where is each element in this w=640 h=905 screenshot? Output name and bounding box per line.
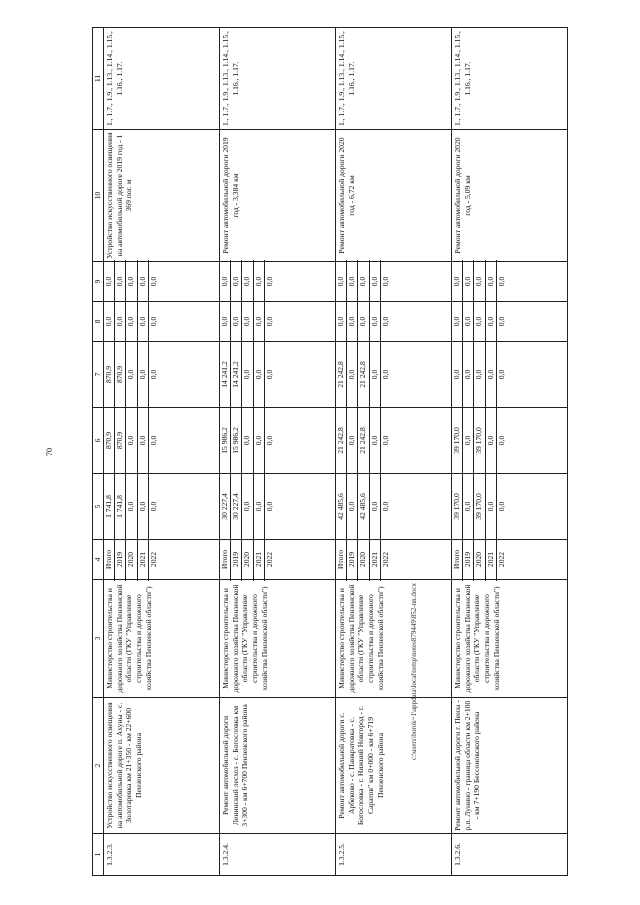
year-cell <box>336 540 452 580</box>
year-value: 2020 <box>357 538 368 581</box>
amount-value: 0,0 <box>264 340 275 409</box>
cell-lines <box>336 342 391 407</box>
amount-value: 0,0 <box>369 406 380 475</box>
amount-value: 0,0 <box>346 406 357 475</box>
amount-cell-c7 <box>336 342 452 408</box>
responsible-executor: Министерство строительства и дорожного хозяйства Пензенской области (ГКУ "Управление строительства и дорожного хозяйства Пензенской области") <box>336 580 452 698</box>
indicator-links: 1., 1.7., 1.9., 1.13., 1.14., 1.15., 1.16., 1.17. <box>336 28 452 130</box>
cell-lines <box>452 474 507 539</box>
amount-value: 0,0 <box>369 260 380 303</box>
amount-value: 0,0 <box>380 406 391 475</box>
amount-value: 0,0 <box>369 472 380 541</box>
amount-value: 0,0 <box>473 340 484 409</box>
amount-cell-c5 <box>452 474 568 540</box>
amount-value: 0,0 <box>148 472 159 541</box>
amount-value: 39 170,0 <box>452 427 461 454</box>
amount-cell-c5 <box>104 474 220 540</box>
cell-lines <box>104 474 159 539</box>
amount-value: 0,0 <box>137 260 148 303</box>
amount-value: 0,0 <box>496 340 507 409</box>
amount-value: 14 241,2 <box>230 340 241 409</box>
amount-cell-c6 <box>336 408 452 474</box>
amount-value: 0,0 <box>104 276 113 287</box>
amount-cell-c5 <box>220 474 336 540</box>
amount-value: 0,0 <box>253 260 264 303</box>
amount-value: 0,0 <box>137 406 148 475</box>
page-number: 70 <box>45 448 54 456</box>
cell-lines <box>452 342 507 407</box>
amount-value: 0,0 <box>264 300 275 343</box>
cell-lines <box>220 408 275 473</box>
cell-lines <box>336 302 391 341</box>
year-value: 2022 <box>264 538 275 581</box>
amount-cell-c9 <box>336 262 452 302</box>
amount-cell-c8 <box>452 302 568 342</box>
amount-value: 0,0 <box>125 260 136 303</box>
amount-value: 870,9 <box>104 431 113 450</box>
amount-value: 0,0 <box>485 260 496 303</box>
amount-value: 0,0 <box>253 340 264 409</box>
amount-value: 0,0 <box>346 472 357 541</box>
amount-value: 0,0 <box>137 340 148 409</box>
amount-value: 0,0 <box>241 260 252 303</box>
amount-value: 0,0 <box>462 260 473 303</box>
amount-value: 1 741,8 <box>114 472 125 541</box>
expected-result: Устройство искусственного освещения на автомобильной дороге 2019 год - 1 369 пог. м <box>104 130 220 262</box>
amount-cell-c8 <box>104 302 220 342</box>
responsible-executor: Министерство строительства и дорожного хозяйства Пензенской области (ГКУ "Управление строительства и дорожного хозяйства Пензенской области") <box>104 580 220 698</box>
year-value: 2020 <box>473 538 484 581</box>
row-number: 1.3.2.3. <box>104 834 220 876</box>
amount-cell-c7 <box>220 342 336 408</box>
amount-value: 0,0 <box>230 300 241 343</box>
amount-cell-c9 <box>452 262 568 302</box>
amount-value: 21 242,8 <box>336 427 345 454</box>
year-value: 2021 <box>369 538 380 581</box>
indicator-links: 1., 1.7., 1.9., 1.13., 1.14., 1.15., 1.16., 1.17. <box>452 28 568 130</box>
header-col-10: 10 <box>93 130 104 262</box>
amount-value: 0,0 <box>137 472 148 541</box>
amount-cell-c7 <box>104 342 220 408</box>
amount-value: 0,0 <box>496 472 507 541</box>
cell-lines <box>104 408 159 473</box>
amount-value: 0,0 <box>462 472 473 541</box>
year-value: 2022 <box>148 538 159 581</box>
amount-value: 42 485,6 <box>357 472 368 541</box>
table-body <box>93 28 568 876</box>
header-col-8: 8 <box>93 302 104 342</box>
cell-lines <box>452 262 507 301</box>
amount-cell-c6 <box>104 408 220 474</box>
amount-value: 0,0 <box>253 406 264 475</box>
amount-value: 0,0 <box>220 316 229 327</box>
table-row <box>336 28 452 876</box>
amount-value: 0,0 <box>241 472 252 541</box>
year-value: 2021 <box>485 538 496 581</box>
amount-value: 0,0 <box>346 300 357 343</box>
measure-name: Устройство искусственного освещения на автомобильной дороге п. Ахуны - с. Золотаревка км 21+350 - км 22+600 Пензенского района <box>104 698 220 834</box>
amount-value: 0,0 <box>230 260 241 303</box>
amount-value: 0,0 <box>137 300 148 343</box>
amount-value: 0,0 <box>462 340 473 409</box>
year-value: Итого <box>452 549 461 570</box>
year-value: 2021 <box>137 538 148 581</box>
amount-value: 0,0 <box>336 316 345 327</box>
year-value: Итого <box>336 549 345 570</box>
amount-value: 15 986,2 <box>220 427 229 454</box>
amount-value: 0,0 <box>114 260 125 303</box>
amount-cell-c5 <box>336 474 452 540</box>
amount-cell-c7 <box>452 342 568 408</box>
header-col-4: 4 <box>93 540 104 580</box>
amount-value: 39 170,0 <box>452 493 461 520</box>
amount-cell-c6 <box>220 408 336 474</box>
expected-result: Ремонт автомобильной дороги 2020 год - 5,09 км <box>452 130 568 262</box>
row-number: 1.3.2.6. <box>452 834 568 876</box>
amount-value: 1 741,8 <box>104 495 113 518</box>
expected-result: Ремонт автомобильной дороги 2019 год - 3,384 км <box>220 130 336 262</box>
amount-cell-c8 <box>220 302 336 342</box>
amount-value: 0,0 <box>485 472 496 541</box>
amount-value: 0,0 <box>473 260 484 303</box>
table-row <box>104 28 220 876</box>
amount-value: 0,0 <box>496 260 507 303</box>
amount-value: 0,0 <box>485 340 496 409</box>
indicator-links: 1., 1.7., 1.9., 1.13., 1.14., 1.15., 1.16., 1.17. <box>220 28 336 130</box>
amount-value: 30 227,4 <box>220 493 229 520</box>
amount-value: 870,9 <box>104 365 113 384</box>
amount-value: 0,0 <box>346 340 357 409</box>
amount-value: 39 170,0 <box>473 472 484 541</box>
amount-value: 0,0 <box>114 300 125 343</box>
cell-lines <box>452 540 507 579</box>
expected-result: Ремонт автомобильной дороги 2020 год - 6,72 км <box>336 130 452 262</box>
amount-value: 870,9 <box>114 406 125 475</box>
amount-value: 0,0 <box>148 340 159 409</box>
amount-value: 0,0 <box>485 300 496 343</box>
cell-lines <box>104 342 159 407</box>
cell-lines <box>220 262 275 301</box>
cell-lines <box>220 342 275 407</box>
cell-lines <box>104 302 159 341</box>
cell-lines <box>452 408 507 473</box>
amount-value: 0,0 <box>346 260 357 303</box>
cell-lines <box>336 262 391 301</box>
amount-value: 0,0 <box>380 340 391 409</box>
year-value: 2020 <box>241 538 252 581</box>
amount-value: 0,0 <box>380 260 391 303</box>
amount-value: 0,0 <box>369 300 380 343</box>
amount-value: 0,0 <box>357 260 368 303</box>
cell-lines <box>336 474 391 539</box>
amount-value: 0,0 <box>380 472 391 541</box>
year-cell <box>104 540 220 580</box>
amount-value: 0,0 <box>452 276 461 287</box>
responsible-executor: Министерство строительства и дорожного хозяйства Пензенской области (ГКУ "Управление строительства и дорожного хозяйства Пензенской области") <box>220 580 336 698</box>
amount-value: 0,0 <box>241 300 252 343</box>
amount-value: 0,0 <box>473 300 484 343</box>
header-col-11: 11 <box>93 28 104 130</box>
cell-lines <box>452 302 507 341</box>
cell-lines <box>220 474 275 539</box>
cell-lines <box>336 408 391 473</box>
amount-value: 42 485,6 <box>336 493 345 520</box>
year-cell <box>452 540 568 580</box>
cell-lines <box>336 540 391 579</box>
amount-value: 0,0 <box>462 300 473 343</box>
amount-value: 0,0 <box>241 340 252 409</box>
header-col-6: 6 <box>93 408 104 474</box>
amount-value: 0,0 <box>357 300 368 343</box>
cell-lines <box>220 540 275 579</box>
amount-value: 0,0 <box>241 406 252 475</box>
year-value: 2019 <box>462 538 473 581</box>
header-col-7: 7 <box>93 342 104 408</box>
amount-value: 0,0 <box>104 316 113 327</box>
amount-value: 0,0 <box>253 300 264 343</box>
amount-value: 0,0 <box>452 369 461 380</box>
amount-cell-c8 <box>336 302 452 342</box>
measure-name: Ремонт автомобильной дороги с. Арбеково - с. Панкратовка - с. Богословка - г. Нижний Новгород - г. Саратов" км 0+000 - км 6+719 Пензенского района <box>336 698 452 834</box>
year-value: 2022 <box>380 538 391 581</box>
cell-lines <box>104 540 159 579</box>
year-cell <box>220 540 336 580</box>
amount-value: 0,0 <box>264 260 275 303</box>
header-col-1: 1 <box>93 834 104 876</box>
row-number: 1.3.2.4. <box>220 834 336 876</box>
amount-value: 15 986,2 <box>230 406 241 475</box>
file-path-footer: c:\users\borok~1\appdata\local\temp\notes879449\852-nn.docx <box>410 583 418 760</box>
cell-lines <box>104 262 159 301</box>
amount-value: 0,0 <box>496 406 507 475</box>
amount-value: 0,0 <box>220 276 229 287</box>
amount-value: 21 242,8 <box>357 340 368 409</box>
amount-value: 0,0 <box>125 406 136 475</box>
amount-value: 0,0 <box>148 260 159 303</box>
indicator-links: 1., 1.7., 1.9., 1.13., 1.14., 1.15., 1.16., 1.17. <box>104 28 220 130</box>
year-value: 2020 <box>125 538 136 581</box>
amount-value: 0,0 <box>369 340 380 409</box>
year-value: 2021 <box>253 538 264 581</box>
year-value: 2019 <box>114 538 125 581</box>
amount-value: 0,0 <box>485 406 496 475</box>
amount-value: 0,0 <box>452 316 461 327</box>
amount-value: 870,9 <box>114 340 125 409</box>
year-value: Итого <box>104 549 113 570</box>
measure-name: Ремонт автомобильной дороги г. Пенза - р.п. Лунино - граница области км 2+100 - км 7+190 Бессоновского района <box>452 698 568 834</box>
amount-value: 0,0 <box>125 340 136 409</box>
header-row <box>93 28 104 876</box>
header-col-9: 9 <box>93 262 104 302</box>
header-col-2: 2 <box>93 698 104 834</box>
table-row <box>452 28 568 876</box>
rotated-table-container <box>92 28 568 876</box>
amount-value: 0,0 <box>148 406 159 475</box>
amount-value: 21 242,8 <box>357 406 368 475</box>
amount-value: 30 227,4 <box>230 472 241 541</box>
amount-value: 0,0 <box>264 406 275 475</box>
amount-value: 0,0 <box>496 300 507 343</box>
year-value: 2022 <box>496 538 507 581</box>
responsible-executor: Министерство строительства и дорожного хозяйства Пензенской области (ГКУ "Управление строительства и дорожного хозяйства Пензенской области") <box>452 580 568 698</box>
cell-lines <box>220 302 275 341</box>
year-value: 2019 <box>346 538 357 581</box>
amount-cell-c9 <box>104 262 220 302</box>
amount-value: 21 242,8 <box>336 361 345 388</box>
amount-value: 0,0 <box>125 300 136 343</box>
measure-name: Ремонт автомобильной дороги Ленинский лесхоз - с. Богословка км 3+300 - км 6+700 Пензенского района <box>220 698 336 834</box>
amount-value: 0,0 <box>148 300 159 343</box>
amount-value: 0,0 <box>462 406 473 475</box>
year-value: Итого <box>220 549 229 570</box>
amount-value: 39 170,0 <box>473 406 484 475</box>
amount-value: 0,0 <box>336 276 345 287</box>
table-row <box>220 28 336 876</box>
amount-value: 0,0 <box>253 472 264 541</box>
row-number: 1.3.2.5. <box>336 834 452 876</box>
amount-value: 0,0 <box>380 300 391 343</box>
header-col-3: 3 <box>93 580 104 698</box>
year-value: 2019 <box>230 538 241 581</box>
program-table <box>92 27 568 876</box>
amount-cell-c6 <box>452 408 568 474</box>
amount-value: 0,0 <box>125 472 136 541</box>
amount-value: 14 241,2 <box>220 361 229 388</box>
amount-cell-c9 <box>220 262 336 302</box>
header-col-5: 5 <box>93 474 104 540</box>
amount-value: 0,0 <box>264 472 275 541</box>
